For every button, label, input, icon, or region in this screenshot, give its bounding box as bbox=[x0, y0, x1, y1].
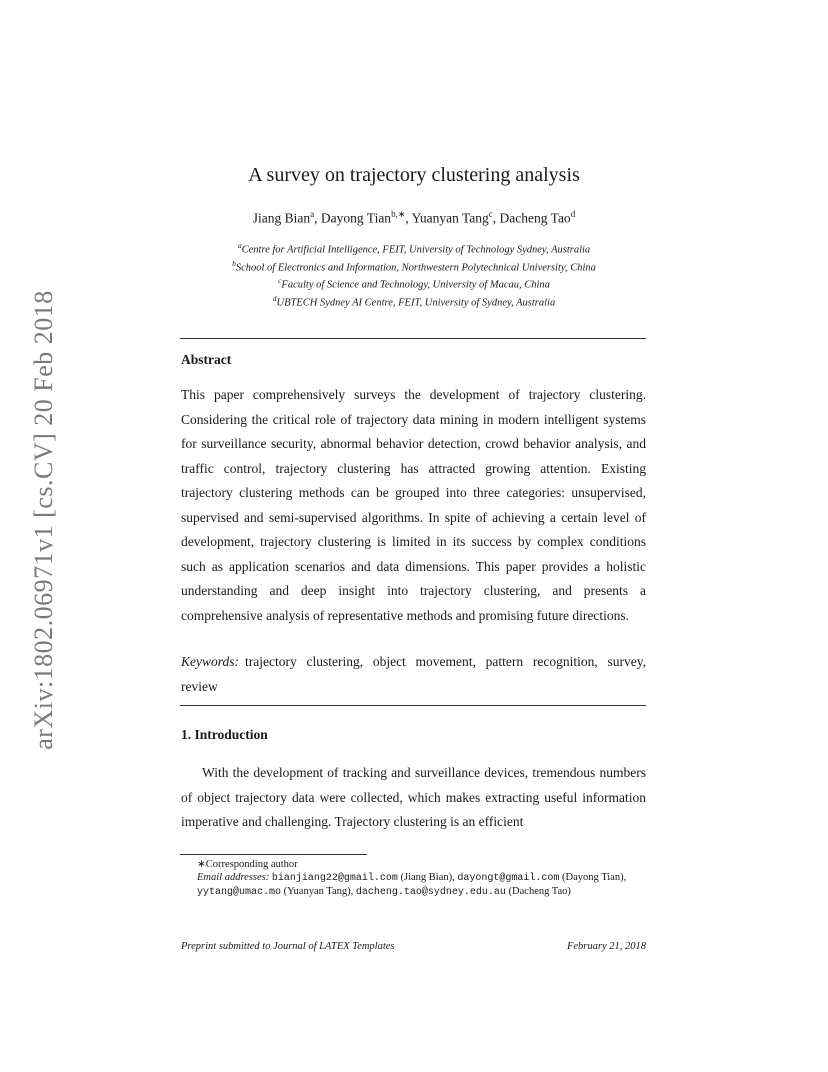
corresponding-author-note: ∗Corresponding author bbox=[197, 859, 298, 870]
affil-mark: d bbox=[272, 293, 277, 303]
footnote-rule bbox=[180, 854, 367, 855]
author-affil-mark: b,∗ bbox=[391, 209, 406, 219]
paper-title: A survey on trajectory clustering analysis bbox=[248, 164, 580, 186]
author-name: Dayong Tian bbox=[320, 210, 392, 226]
abstract-top-rule bbox=[180, 338, 646, 339]
affiliation bbox=[0, 274, 828, 292]
section-heading-introduction: 1. Introduction bbox=[181, 727, 268, 742]
affil-text: UBTECH Sydney AI Centre, FEIT, University of Sydney, Australia bbox=[276, 297, 556, 308]
affil-text: School of Electronics and Information, Northwestern Polytechnical University, China bbox=[235, 262, 596, 273]
footer-journal: Preprint submitted to Journal of LATEX Templates bbox=[181, 941, 395, 952]
email-link[interactable]: dayongt@gmail.com bbox=[457, 873, 560, 884]
affil-text: Faculty of Science and Technology, University of Macau, China bbox=[281, 279, 550, 291]
author-affil-mark: c bbox=[488, 209, 493, 219]
affiliation bbox=[0, 239, 828, 257]
abstract-text: This paper comprehensively surveys the development of trajectory clustering. Considering the critical role of trajectory data mining in modern intelligent systems for surveillance security, abnormal behavior detection, crowd behavior analysis, and traffic control, trajectory clustering has attracted growing attention. Existing trajectory clustering methods can be grouped into three categories: unsupervised, supervised and semi-supervised algorithms. In spite of achieving a certain level of development, trajectory clustering is limited in its success by complex conditions such as application scenarios and data dimensions. This paper provides a holistic understanding and deep insight into trajectory clustering, and presents a comprehensive analysis of representative methods and promising future directions. bbox=[181, 387, 646, 623]
affiliation bbox=[0, 292, 828, 310]
page-footer bbox=[181, 941, 646, 952]
author-name: Dacheng Tao bbox=[499, 210, 571, 226]
keywords-label: Keywords: bbox=[181, 654, 239, 669]
author-list: Jiang Bian$^a$, Dayong Tian$^{b,∗}$, Yuanyan Tang$^c$, Dacheng Tao$^d$ bbox=[252, 209, 576, 226]
introduction-text: With the development of tracking and surveillance devices, tremendous numbers of object trajectory data were collected, which makes extracting useful information imperative and challenging. Trajectory clustering is an efficient bbox=[181, 765, 646, 829]
abstract-bottom-rule bbox=[180, 705, 646, 706]
email-link[interactable]: dacheng.tao@sydney.edu.au bbox=[355, 887, 506, 898]
affiliation-list bbox=[0, 239, 828, 309]
email-owner: (Dayong Tian), bbox=[562, 872, 627, 883]
email-line bbox=[181, 871, 646, 899]
keywords bbox=[181, 650, 646, 699]
keywords-text: trajectory clustering, object movement, pattern recognition, survey, review bbox=[181, 654, 646, 694]
affil-text: Centre for Artificial Intelligence, FEIT, University of Technology Sydney, Australia bbox=[241, 244, 591, 256]
affiliation bbox=[0, 257, 828, 275]
arxiv-identifier: arXiv:1802.06971v1 [cs.CV] 20 Feb 2018 bbox=[29, 290, 58, 750]
footer-date: February 21, 2018 bbox=[566, 941, 646, 952]
author-affil-mark: d bbox=[570, 209, 576, 219]
author-name: Yuanyan Tang bbox=[411, 210, 489, 226]
affil-mark: a bbox=[237, 241, 242, 250]
email-owner: (Yuanyan Tang), bbox=[283, 886, 354, 897]
affil-mark: c bbox=[278, 276, 282, 285]
email-owner: (Dacheng Tao) bbox=[508, 886, 571, 897]
affil-mark: b bbox=[232, 258, 236, 268]
author-affil-mark: a bbox=[310, 209, 315, 219]
email-link[interactable]: bianjiang22@gmail.com bbox=[271, 873, 398, 884]
footnote bbox=[181, 858, 646, 899]
abstract-heading: Abstract bbox=[181, 352, 232, 367]
email-link[interactable]: yytang@umac.mo bbox=[197, 887, 282, 898]
email-owner: (Jiang Bian), bbox=[400, 872, 455, 883]
author-name: Jiang Bian bbox=[252, 210, 311, 226]
email-label: Email addresses: bbox=[197, 872, 270, 883]
